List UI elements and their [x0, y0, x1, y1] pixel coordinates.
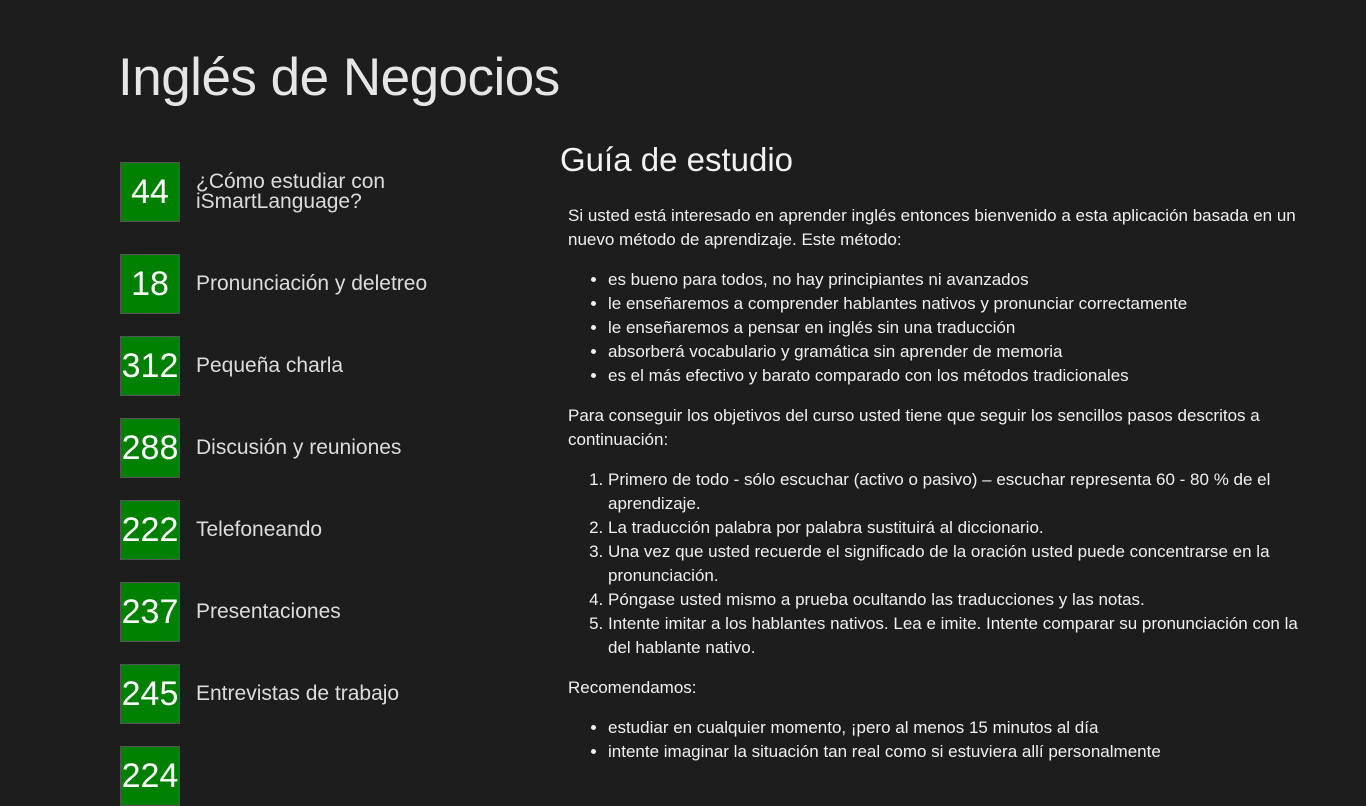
steps-list	[560, 468, 1300, 660]
list-item: • absorberá vocabulario y gramática sin aprender de memoria	[608, 340, 1300, 364]
topic-label: Pequeña charla	[196, 354, 344, 377]
recommendations-list	[560, 716, 1300, 764]
list-item: • es el más efectivo y barato comparado con los métodos tradicionales	[608, 364, 1300, 388]
topic-item[interactable]	[120, 746, 520, 806]
topic-label: Entrevistas de trabajo	[196, 682, 400, 705]
list-item: 4. Póngase usted mismo a prueba ocultando las traducciones y las notas.	[608, 588, 1300, 612]
topic-count-tile: 288	[120, 418, 180, 478]
topic-count-tile: 245	[120, 664, 180, 724]
topic-item[interactable]	[120, 162, 520, 222]
list-item: 1. Primero de todo - sólo escuchar (activo o pasivo) – escuchar representa 60 - 80 % de el aprendizaje.	[608, 468, 1300, 516]
list-item: 2. La traducción palabra por palabra sustituirá al diccionario.	[608, 516, 1300, 540]
topic-item[interactable]	[120, 500, 520, 560]
list-item: • le enseñaremos a comprender hablantes nativos y pronunciar correctamente	[608, 292, 1300, 316]
recommend-intro: Recomendamos:	[568, 678, 697, 697]
list-item: 3. Una vez que usted recuerde el significado de la oración usted puede concentrarse en la pronunciación.	[608, 540, 1300, 588]
topic-item[interactable]	[120, 664, 520, 724]
benefits-list	[560, 268, 1300, 388]
topic-count-tile: 224	[120, 746, 180, 806]
topic-count-tile: 237	[120, 582, 180, 642]
steps-intro-paragraph: Para conseguir los objetivos del curso usted tiene que seguir los sencillos pasos descritos a continuación:	[568, 406, 1260, 449]
list-item: • estudiar en cualquier momento, ¡pero al menos 15 minutos al día	[608, 716, 1300, 740]
intro-paragraph: Si usted está interesado en aprender inglés entonces bienvenido a esta aplicación basada en un nuevo método de aprendizaje. Este método:	[568, 206, 1296, 249]
topic-item[interactable]	[120, 418, 520, 478]
list-item: • intente imaginar la situación tan real como si estuviera allí personalmente	[608, 740, 1300, 764]
topic-item[interactable]	[120, 254, 520, 314]
topic-label: Telefoneando	[196, 518, 323, 541]
list-item: • es bueno para todos, no hay principiantes ni avanzados	[608, 268, 1300, 292]
topic-count-tile: 222	[120, 500, 180, 560]
topic-label: Pronunciación y deletreo	[196, 272, 428, 295]
list-item: 5. Intente imitar a los hablantes nativos. Lea e imite. Intente comparar su pronunciación con la del hablante nativo.	[608, 612, 1300, 660]
study-guide-heading: Guía de estudio	[560, 141, 793, 178]
topic-item[interactable]	[120, 582, 520, 642]
list-item: • le enseñaremos a pensar en inglés sin una traducción	[608, 316, 1300, 340]
topic-label: Discusión y reuniones	[196, 436, 402, 459]
topic-label: ¿Cómo estudiar con iSmartLanguage?	[196, 170, 386, 213]
app-title: Inglés de Negocios	[118, 48, 560, 107]
topic-count-tile: 312	[120, 336, 180, 396]
study-guide-panel	[560, 138, 1300, 780]
topic-count-tile: 18	[120, 254, 180, 314]
topic-label: Presentaciones	[196, 600, 341, 623]
topic-count-tile: 44	[120, 162, 180, 222]
topic-item[interactable]	[120, 336, 520, 396]
